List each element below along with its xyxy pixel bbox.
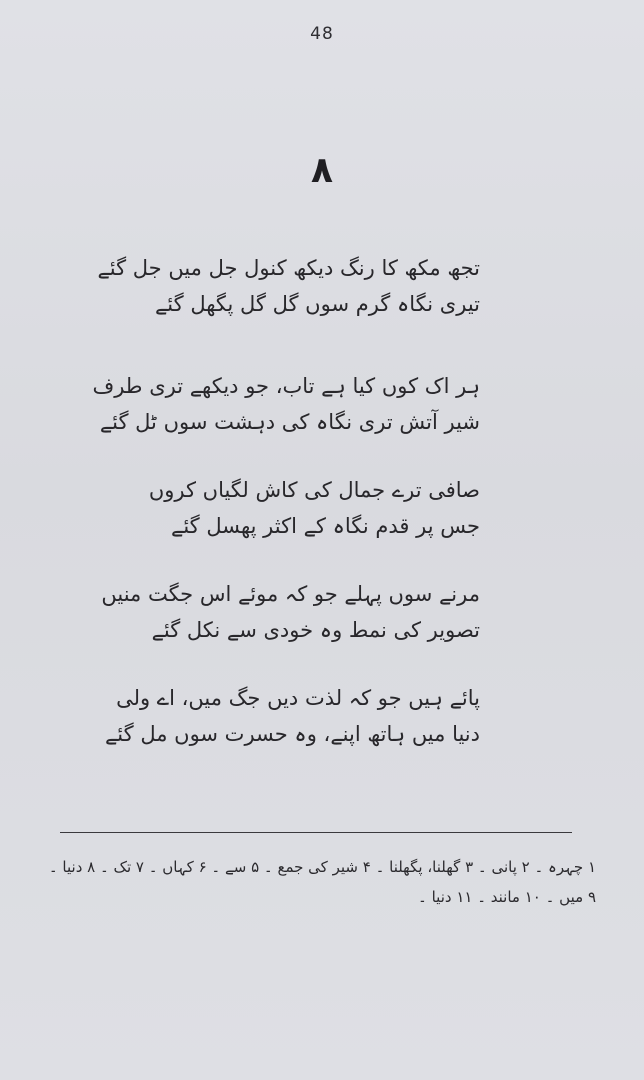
couplet-2	[92, 368, 480, 440]
footnote-line: ۱ چہرہ ۔ ۲ پانی ۔ ۳ گھلنا، پگھلنا ۔ ۴ شیر کی جمع ۔ ۵ سے ۔ ۶ کہاں ۔ ۷ تک ۔ ۸ دنیا ۔	[48, 858, 596, 876]
verse-line: جس پر قدم نگاہ کے اکثر پھسل گئے	[171, 514, 480, 538]
couplet-4	[101, 576, 480, 648]
verse-line: صافی ترے جمال کی کاش لگیاں کروں	[148, 478, 480, 502]
verse-line: دنیا میں ہاتھ اپنے، وہ حسرت سوں مل گئے	[105, 722, 480, 746]
footnote-divider	[60, 832, 572, 833]
footnote-line: ۹ میں ۔ ۱۰ مانند ۔ ۱۱ دنیا ۔	[418, 888, 596, 906]
poem-number: ۸	[311, 150, 333, 191]
couplet-3	[140, 472, 480, 544]
footnotes	[48, 852, 596, 912]
verse-line: ہر اک کوں کیا ہے تاب، جو دیکھے تری طرف	[92, 374, 480, 398]
couplet-1	[97, 250, 480, 322]
verse-line: مرنے سوں پہلے جو کہ موئے اس جگت منیں	[101, 582, 480, 606]
verse-line: تصویر کی نمط وہ خودی سے نکل گئے	[151, 618, 480, 642]
verse-line: شیر آتش تری نگاہ کی دہشت سوں ٹل گئے	[99, 410, 480, 434]
verse-line: پائے ہیں جو کہ لذت دیں جگ میں، اے ولی	[116, 686, 480, 710]
verse-line: تجھ مکھ کا رنگ دیکھ کنول جل میں جل گئے	[97, 256, 480, 280]
couplet-5	[105, 680, 480, 752]
verse-line: تیری نگاہ گرم سوں گل گل پگھل گئے	[155, 292, 480, 316]
page-number: 48	[310, 24, 334, 44]
